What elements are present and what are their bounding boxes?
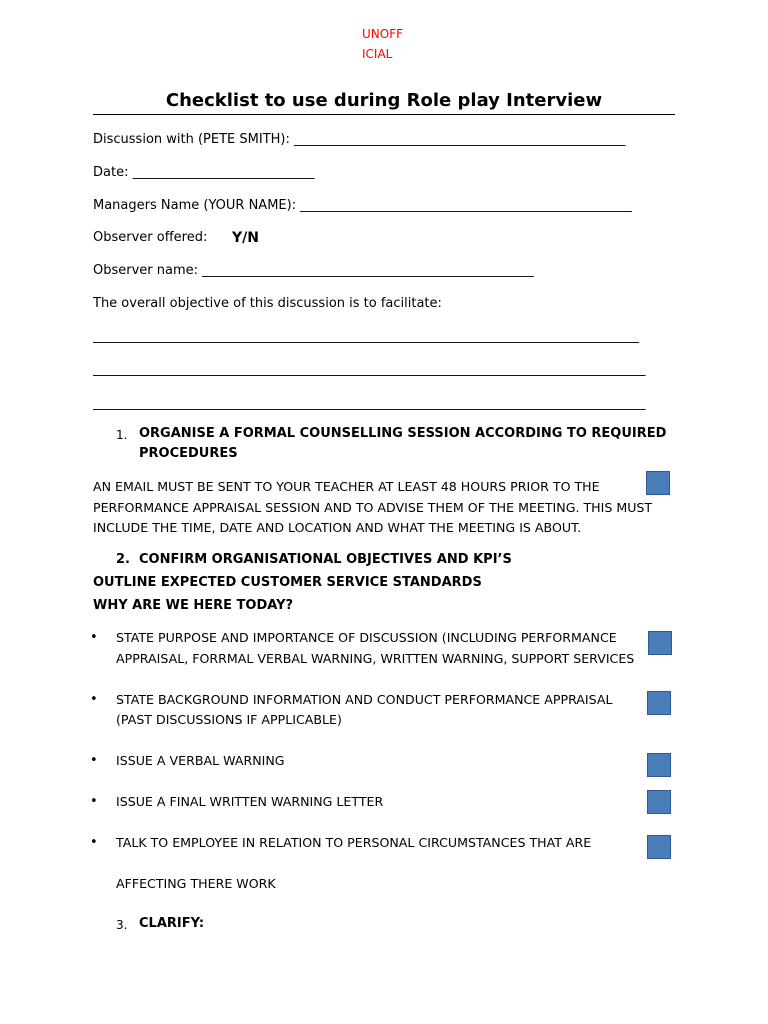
section-heading: CLARIFY: xyxy=(139,916,205,931)
bullet-item-text: ISSUE A VERBAL WARNING xyxy=(116,753,285,768)
bullet-marker: • xyxy=(90,794,98,809)
section-body-text: PERFORMANCE APPRAISAL SESSION AND TO ADVISE THEM OF THE MEETING. THIS MUST xyxy=(93,500,653,515)
section-body-text: INCLUDE THE TIME, DATE AND LOCATION AND WHAT THE MEETING IS ABOUT. xyxy=(93,520,582,535)
section-number: 3. xyxy=(116,918,128,932)
bullet-item-text: (PAST DISCUSSIONS IF APPLICABLE) xyxy=(116,712,342,727)
bullet-item-text: AFFECTING THERE WORK xyxy=(116,876,276,891)
page-title: Checklist to use during Role play Interview xyxy=(93,88,675,115)
bullet-item-text: STATE BACKGROUND INFORMATION AND CONDUCT PERFORMANCE APPRAISAL xyxy=(116,692,613,707)
section-number: 1. xyxy=(116,428,128,442)
managers-name-field[interactable]: Managers Name (YOUR NAME): ___________________________________________________ xyxy=(93,198,632,213)
bullet-item-text: APPRAISAL, FORRMAL VERBAL WARNING, WRITTEN WARNING, SUPPORT SERVICES xyxy=(116,651,635,666)
objective-blank-line[interactable]: ____________________________________________________________________________________ xyxy=(93,329,639,344)
background-info-checkbox[interactable] xyxy=(647,691,671,715)
section-heading: CONFIRM ORGANISATIONAL OBJECTIVES AND KPI’S xyxy=(139,552,512,567)
state-purpose-checkbox[interactable] xyxy=(648,631,672,655)
section-heading: ORGANISE A FORMAL COUNSELLING SESSION ACCORDING TO REQUIRED xyxy=(139,426,667,441)
bullet-item-text: TALK TO EMPLOYEE IN RELATION TO PERSONAL CIRCUMSTANCES THAT ARE xyxy=(116,835,592,850)
bullet-item-text: STATE PURPOSE AND IMPORTANCE OF DISCUSSION (INCLUDING PERFORMANCE xyxy=(116,630,617,645)
section-number: 2. xyxy=(116,552,130,567)
date-field[interactable]: Date: ____________________________ xyxy=(93,165,315,180)
bullet-marker: • xyxy=(90,835,98,850)
personal-circumstances-checkbox[interactable] xyxy=(647,835,671,859)
discussion-with-field[interactable]: Discussion with (PETE SMITH): ___________________________________________________ xyxy=(93,132,626,147)
bullet-marker: • xyxy=(90,753,98,768)
email-sent-checkbox[interactable] xyxy=(646,471,670,495)
observer-offered-label: Observer offered: xyxy=(93,230,208,245)
written-warning-checkbox[interactable] xyxy=(647,790,671,814)
objective-blank-line[interactable]: _____________________________________________________________________________________ xyxy=(93,396,646,411)
section-subheading: WHY ARE WE HERE TODAY? xyxy=(93,598,294,613)
verbal-warning-checkbox[interactable] xyxy=(647,753,671,777)
observer-offered-value[interactable]: Y/N xyxy=(232,230,259,246)
unofficial-stamp-line2: ICIAL xyxy=(362,47,393,61)
objective-label: The overall objective of this discussion is to facilitate: xyxy=(93,296,442,311)
section-heading: PROCEDURES xyxy=(139,446,238,461)
bullet-item-text: ISSUE A FINAL WRITTEN WARNING LETTER xyxy=(116,794,384,809)
bullet-marker: • xyxy=(90,692,98,707)
section-subheading: OUTLINE EXPECTED CUSTOMER SERVICE STANDARDS xyxy=(93,575,482,590)
unofficial-stamp-line1: UNOFF xyxy=(362,27,404,41)
bullet-marker: • xyxy=(90,630,98,645)
observer-name-field[interactable]: Observer name: ___________________________________________________ xyxy=(93,263,534,278)
section-body-text: AN EMAIL MUST BE SENT TO YOUR TEACHER AT LEAST 48 HOURS PRIOR TO THE xyxy=(93,479,600,494)
objective-blank-line[interactable]: _____________________________________________________________________________________ xyxy=(93,362,646,377)
